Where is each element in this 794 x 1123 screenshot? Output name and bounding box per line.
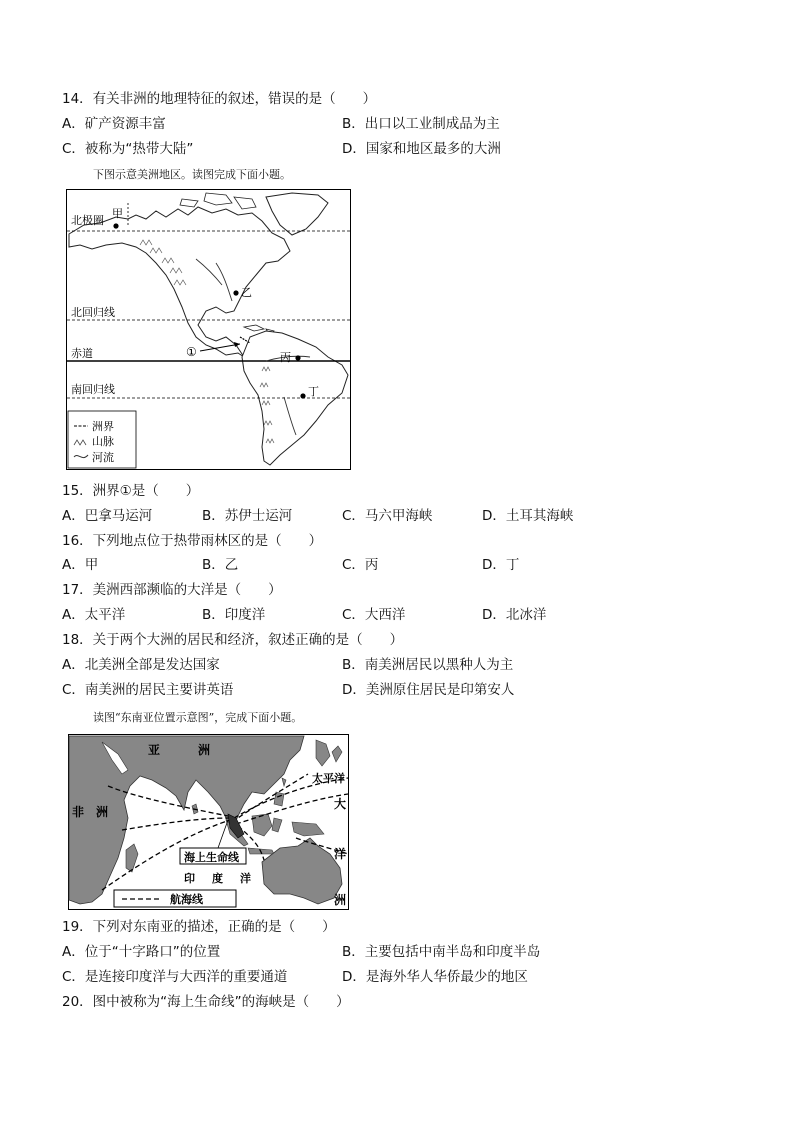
q17-option-c: C．大西洋 [342, 607, 406, 623]
q15-option-b: B．苏伊士运河 [202, 508, 293, 524]
africa-label-1: 非 [72, 805, 85, 819]
asia-label-1: 亚 [148, 743, 161, 757]
q17-option-d: D．北冰洋 [482, 607, 547, 623]
map2-legend [114, 890, 236, 907]
southeast-asia-map [68, 734, 349, 910]
q19-option-d: D．是海外华人华侨最少的地区 [342, 969, 528, 985]
lifeline-label: 海上生命线 [184, 851, 239, 864]
indian-ocean-2: 度 [212, 872, 223, 885]
q16-option-a: A．甲 [62, 557, 99, 573]
q16-option-c: C．丙 [342, 557, 379, 573]
q18-option-c: C．南美洲的居民主要讲英语 [62, 682, 234, 698]
q17-option-b: B．印度洋 [202, 607, 266, 623]
q18-option-b: B．南美洲居民以黑种人为主 [342, 657, 514, 673]
q15-option-c: C．马六甲海峡 [342, 508, 433, 524]
yang-label: 洋 [334, 847, 347, 861]
q19-stem: 19．下列对东南亚的描述，正确的是（ ） [62, 919, 336, 935]
q18-option-d: D．美洲原住居民是印第安人 [342, 682, 515, 698]
da-label: 大 [334, 797, 347, 811]
indian-ocean-1: 印 [184, 872, 195, 885]
legend-route-label: 航海线 [170, 893, 203, 906]
q16-option-d: D．丁 [482, 557, 520, 573]
zhou-label: 洲 [334, 893, 347, 907]
q17-stem: 17．美洲西部濒临的大洋是（ ） [62, 582, 282, 598]
q19-option-c: C．是连接印度洋与大西洋的重要通道 [62, 969, 288, 985]
q20-stem: 20．图中被称为“海上生命线”的海峡是（ ） [62, 994, 350, 1010]
point-jia-label: 甲 [112, 207, 123, 220]
asia-label-2: 洲 [198, 743, 211, 757]
q14-option-a: A．矿产资源丰富 [62, 116, 166, 132]
q18-stem: 18．关于两个大洲的居民和经济，叙述正确的是（ ） [62, 632, 404, 648]
point-ding-label: 丁 [308, 385, 319, 398]
q14-option-c: C．被称为“热带大陆” [62, 141, 194, 157]
americas-map [66, 189, 351, 470]
legend-mountain-label: 山脉 [92, 435, 114, 448]
marker-1-label: ① [186, 345, 197, 359]
tropic-capricorn-label: 南回归线 [71, 383, 115, 396]
pacific-label: 太平洋 [312, 772, 345, 785]
point-yi-label: 乙 [241, 286, 252, 299]
legend-boundary-label: 洲界 [92, 420, 114, 433]
q15-option-a: A．巴拿马运河 [62, 508, 153, 524]
legend-river-label: 河流 [92, 451, 114, 464]
point-bing-label: 丙 [280, 351, 291, 364]
map2-intro: 读图“东南亚位置示意图”，完成下面小题。 [93, 711, 303, 724]
q17-option-a: A．太平洋 [62, 607, 126, 623]
q15-stem: 15．洲界①是（ ） [62, 483, 200, 499]
africa-label-2: 洲 [96, 805, 109, 819]
q18-option-a: A．北美洲全部是发达国家 [62, 657, 220, 673]
point-ding-dot [300, 393, 305, 398]
q14-option-b: B．出口以工业制成品为主 [342, 116, 500, 132]
indian-ocean-3: 洋 [240, 872, 251, 885]
point-bing-dot [295, 355, 300, 360]
q19-option-a: A．位于“十字路口”的位置 [62, 944, 221, 960]
q16-stem: 16．下列地点位于热带雨林区的是（ ） [62, 533, 323, 549]
point-jia-dot [113, 223, 118, 228]
q16-option-b: B．乙 [202, 557, 239, 573]
tropic-cancer-label: 北回归线 [71, 306, 115, 319]
q14-stem: 14．有关非洲的地理特征的叙述，错误的是（ ） [62, 91, 377, 107]
map1-legend [68, 411, 136, 468]
q19-option-b: B．主要包括中南半岛和印度半岛 [342, 944, 541, 960]
map1-intro: 下图示意美洲地区。读图完成下面小题。 [93, 168, 291, 181]
point-yi-dot [233, 290, 238, 295]
equator-label: 赤道 [71, 347, 93, 360]
q15-option-d: D．土耳其海峡 [482, 508, 574, 524]
q14-option-d: D．国家和地区最多的大洲 [342, 141, 501, 157]
arctic-circle-label: 北极圈 [71, 214, 104, 227]
